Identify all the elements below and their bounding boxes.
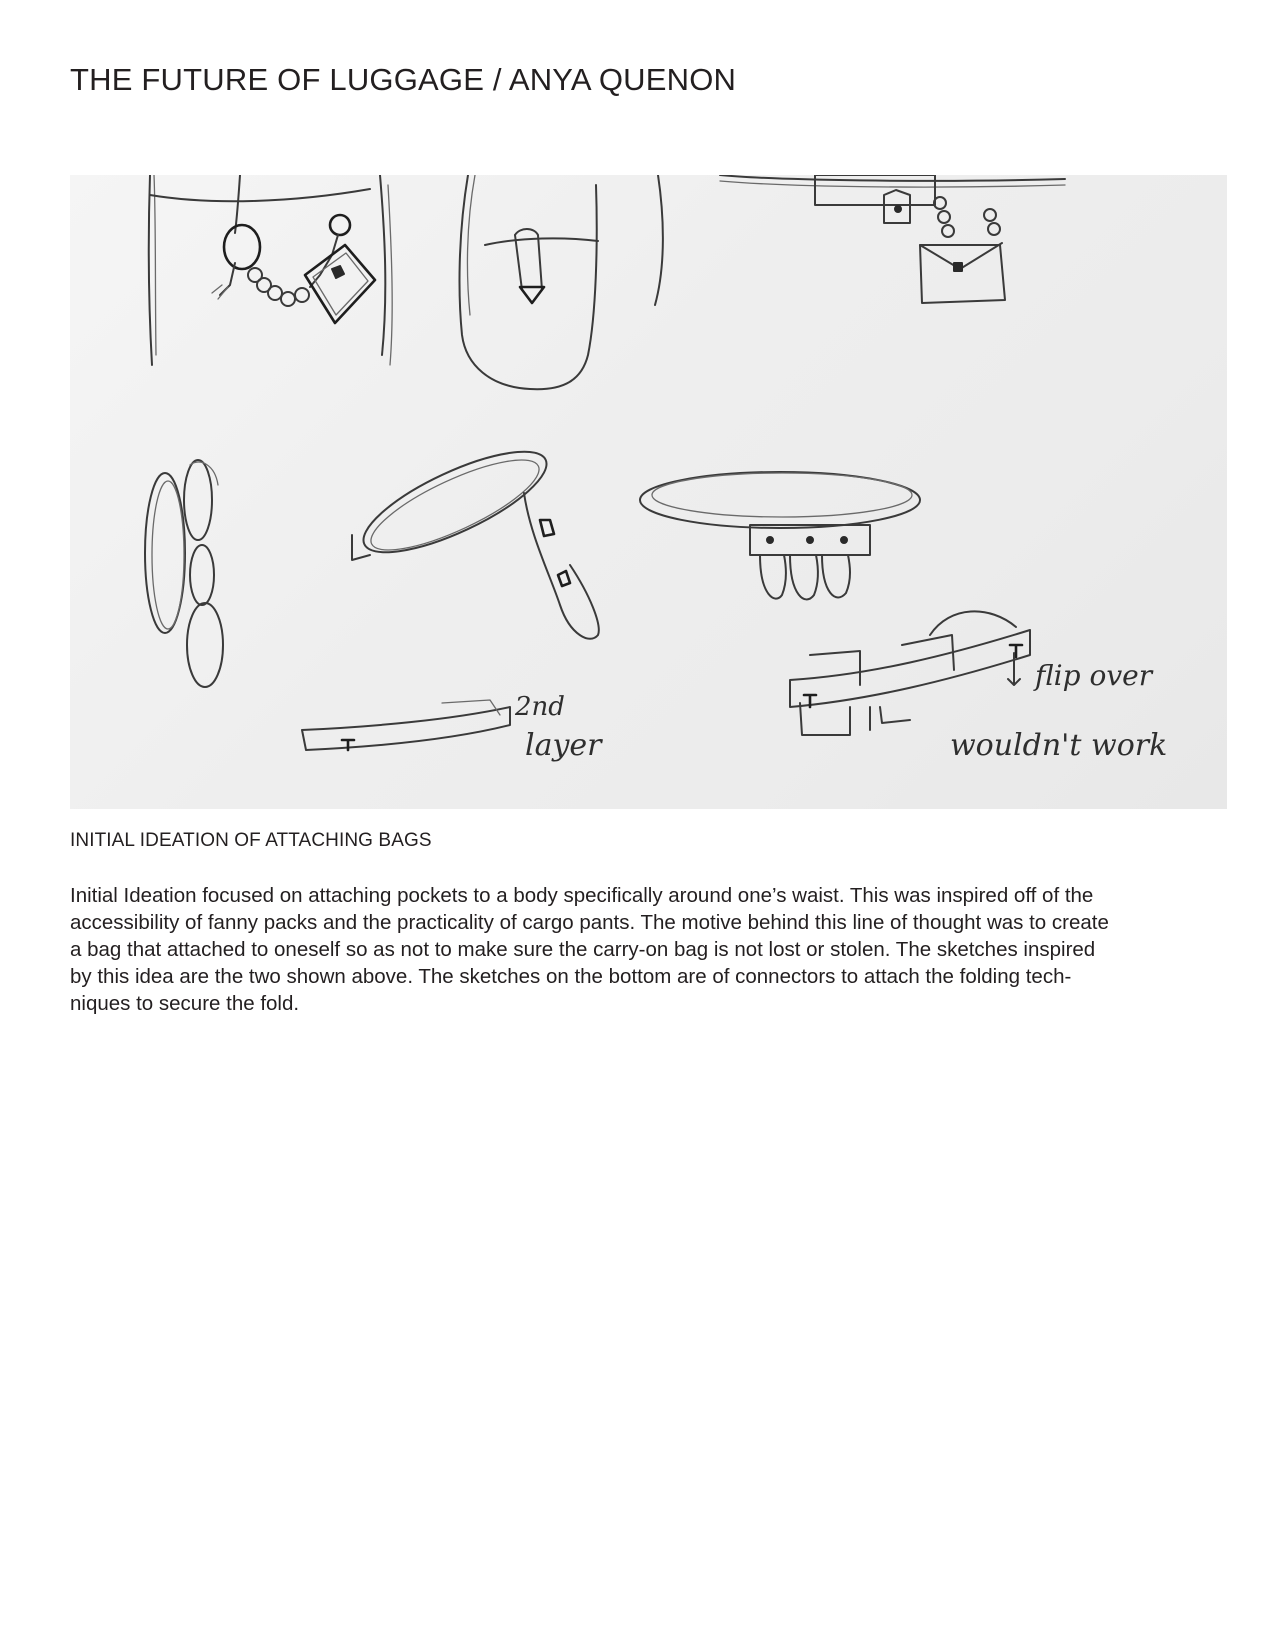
body-line: accessibility of fanny packs and the practicality of cargo pants. The motive behind this line of thought was to create bbox=[70, 911, 1109, 934]
sketch-cargo-pocket bbox=[460, 175, 663, 389]
sketch-belt-strap bbox=[352, 433, 599, 639]
sketch-image bbox=[70, 175, 1227, 809]
body-line: niques to secure the fold. bbox=[70, 992, 300, 1015]
annotation-wouldnt-work: wouldn't work bbox=[950, 728, 1168, 763]
sketch-pants-keychain bbox=[149, 175, 392, 365]
body-paragraph bbox=[70, 882, 1230, 1017]
annotation-second-layer-line2: layer bbox=[525, 728, 602, 763]
annotation-flip-over: flip over bbox=[1035, 659, 1153, 692]
sketch-second-layer-band bbox=[302, 692, 603, 763]
page-title: THE FUTURE OF LUGGAGE / ANYA QUENON bbox=[70, 62, 737, 97]
figure-caption: INITIAL IDEATION OF ATTACHING BAGS bbox=[70, 830, 432, 851]
sketch-belt-envelope bbox=[720, 175, 1065, 303]
body-line: by this idea are the two shown above. The sketches on the bottom are of connectors to attach the folding tech- bbox=[70, 965, 1072, 988]
body-line: a bag that attached to oneself so as not to make sure the carry-on bag is not lost or stolen. The sketches inspired bbox=[70, 938, 1096, 961]
sketch-flip-over-connector bbox=[790, 611, 1167, 763]
annotation-second-layer-line1: 2nd bbox=[515, 692, 565, 722]
body-line: Initial Ideation focused on attaching pockets to a body specifically around one’s waist. This was inspired off of the bbox=[70, 884, 1094, 907]
sketch-belt-three-pockets bbox=[640, 472, 920, 599]
sketch-chained-pouches bbox=[145, 460, 223, 687]
